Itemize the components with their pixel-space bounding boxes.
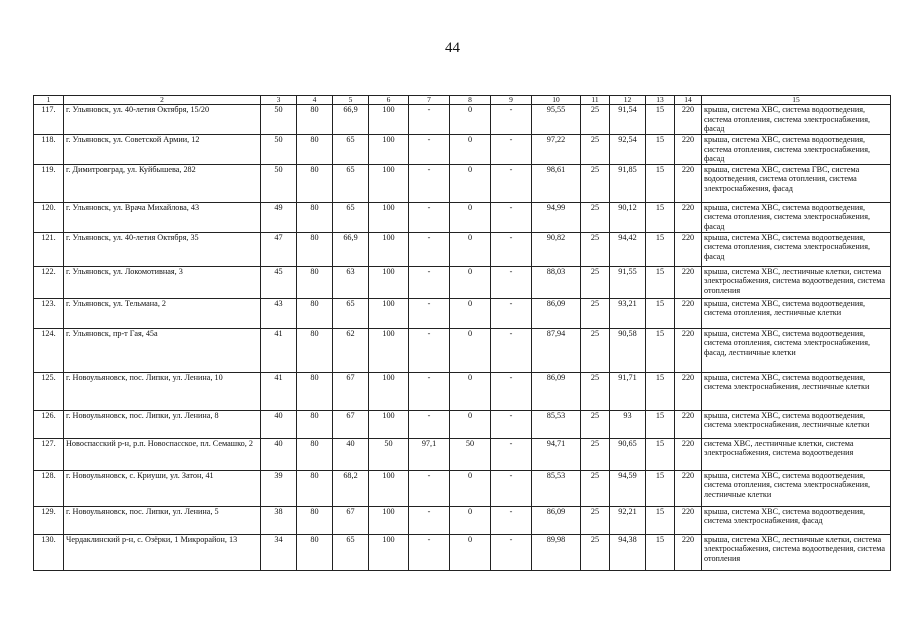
value-cell: - xyxy=(491,105,532,135)
value-cell: - xyxy=(491,438,532,470)
value-cell: 25 xyxy=(581,202,610,232)
table-row xyxy=(34,266,891,298)
value-cell: 220 xyxy=(675,534,702,570)
column-number: 10 xyxy=(532,96,581,105)
value-cell: - xyxy=(491,266,532,298)
address-cell: г. Ульяновск, ул. Врача Михайлова, 43 xyxy=(64,202,261,232)
column-number: 5 xyxy=(333,96,369,105)
value-cell: 25 xyxy=(581,266,610,298)
value-cell: 0 xyxy=(450,372,491,410)
value-cell: 80 xyxy=(297,470,333,506)
value-cell: - xyxy=(409,266,450,298)
value-cell: 95,55 xyxy=(532,105,581,135)
value-cell: 100 xyxy=(369,506,409,534)
value-cell: 25 xyxy=(581,410,610,438)
row-number: 120. xyxy=(34,202,64,232)
column-number-row xyxy=(34,96,891,105)
value-cell: 100 xyxy=(369,470,409,506)
value-cell: 94,71 xyxy=(532,438,581,470)
table-row xyxy=(34,372,891,410)
value-cell: - xyxy=(409,534,450,570)
value-cell: - xyxy=(491,202,532,232)
address-cell: г. Новоульяновск, пос. Липки, ул. Ленина, 10 xyxy=(64,372,261,410)
value-cell: 93 xyxy=(610,410,646,438)
value-cell: - xyxy=(409,410,450,438)
value-cell: 0 xyxy=(450,105,491,135)
address-cell: г. Ульяновск, ул. Советской Армии, 12 xyxy=(64,135,261,165)
value-cell: 15 xyxy=(646,372,675,410)
value-cell: 40 xyxy=(261,438,297,470)
address-cell: г. Новоульяновск, пос. Липки, ул. Ленина, 8 xyxy=(64,410,261,438)
value-cell: 100 xyxy=(369,328,409,372)
value-cell: 40 xyxy=(333,438,369,470)
value-cell: 80 xyxy=(297,534,333,570)
value-cell: - xyxy=(491,410,532,438)
value-cell: 92,21 xyxy=(610,506,646,534)
value-cell: 25 xyxy=(581,372,610,410)
value-cell: 80 xyxy=(297,266,333,298)
value-cell: 92,54 xyxy=(610,135,646,165)
value-cell: 80 xyxy=(297,232,333,266)
value-cell: 15 xyxy=(646,410,675,438)
value-cell: 220 xyxy=(675,298,702,328)
value-cell: 25 xyxy=(581,135,610,165)
table-row xyxy=(34,232,891,266)
value-cell: - xyxy=(409,372,450,410)
value-cell: 25 xyxy=(581,232,610,266)
value-cell: 40 xyxy=(261,410,297,438)
value-cell: 97,22 xyxy=(532,135,581,165)
row-number: 127. xyxy=(34,438,64,470)
value-cell: - xyxy=(409,470,450,506)
value-cell: 90,65 xyxy=(610,438,646,470)
value-cell: 45 xyxy=(261,266,297,298)
column-number: 13 xyxy=(646,96,675,105)
value-cell: 86,09 xyxy=(532,298,581,328)
value-cell: 41 xyxy=(261,372,297,410)
column-number: 8 xyxy=(450,96,491,105)
value-cell: 50 xyxy=(261,105,297,135)
value-cell: 41 xyxy=(261,328,297,372)
value-cell: 220 xyxy=(675,328,702,372)
value-cell: 62 xyxy=(333,328,369,372)
table-row xyxy=(34,438,891,470)
value-cell: 90,58 xyxy=(610,328,646,372)
value-cell: 220 xyxy=(675,135,702,165)
value-cell: 86,09 xyxy=(532,506,581,534)
works-list-cell: крыша, система ХВС, система водоотведения, система отопления, система электроснабжения, фасад xyxy=(702,105,891,135)
address-cell: г. Новоульяновск, с. Криуши, ул. Затон, 41 xyxy=(64,470,261,506)
row-number: 117. xyxy=(34,105,64,135)
value-cell: 100 xyxy=(369,298,409,328)
value-cell: 0 xyxy=(450,266,491,298)
value-cell: 80 xyxy=(297,298,333,328)
row-number: 123. xyxy=(34,298,64,328)
row-number: 125. xyxy=(34,372,64,410)
value-cell: 0 xyxy=(450,298,491,328)
value-cell: 15 xyxy=(646,438,675,470)
value-cell: 15 xyxy=(646,135,675,165)
value-cell: 66,9 xyxy=(333,105,369,135)
row-number: 118. xyxy=(34,135,64,165)
value-cell: 0 xyxy=(450,202,491,232)
value-cell: 0 xyxy=(450,164,491,202)
value-cell: 86,09 xyxy=(532,372,581,410)
column-number: 4 xyxy=(297,96,333,105)
value-cell: 220 xyxy=(675,232,702,266)
value-cell: 80 xyxy=(297,328,333,372)
value-cell: 67 xyxy=(333,506,369,534)
value-cell: - xyxy=(409,202,450,232)
row-number: 124. xyxy=(34,328,64,372)
value-cell: 25 xyxy=(581,506,610,534)
value-cell: 220 xyxy=(675,164,702,202)
value-cell: 50 xyxy=(261,164,297,202)
value-cell: 38 xyxy=(261,506,297,534)
column-number: 14 xyxy=(675,96,702,105)
value-cell: 50 xyxy=(450,438,491,470)
value-cell: 25 xyxy=(581,298,610,328)
value-cell: 220 xyxy=(675,410,702,438)
value-cell: 25 xyxy=(581,328,610,372)
value-cell: 39 xyxy=(261,470,297,506)
value-cell: 94,99 xyxy=(532,202,581,232)
works-list-cell: система ХВС, лестничные клетки, система электроснабжения, система водоотведения xyxy=(702,438,891,470)
value-cell: 220 xyxy=(675,372,702,410)
value-cell: 93,21 xyxy=(610,298,646,328)
value-cell: 0 xyxy=(450,135,491,165)
address-cell: г. Ульяновск, ул. Тельмана, 2 xyxy=(64,298,261,328)
value-cell: 0 xyxy=(450,410,491,438)
value-cell: 0 xyxy=(450,470,491,506)
column-number: 2 xyxy=(64,96,261,105)
table-row xyxy=(34,105,891,135)
value-cell: 25 xyxy=(581,438,610,470)
value-cell: 15 xyxy=(646,328,675,372)
table-row xyxy=(34,164,891,202)
address-cell: Новоспасский р-н, р.п. Новоспасское, пл. Семашко, 2 xyxy=(64,438,261,470)
value-cell: 15 xyxy=(646,266,675,298)
value-cell: 65 xyxy=(333,164,369,202)
value-cell: - xyxy=(491,372,532,410)
value-cell: - xyxy=(409,105,450,135)
value-cell: - xyxy=(409,328,450,372)
row-number: 122. xyxy=(34,266,64,298)
value-cell: 43 xyxy=(261,298,297,328)
value-cell: 91,54 xyxy=(610,105,646,135)
table-row xyxy=(34,470,891,506)
value-cell: 100 xyxy=(369,135,409,165)
value-cell: 65 xyxy=(333,202,369,232)
value-cell: 94,59 xyxy=(610,470,646,506)
value-cell: 15 xyxy=(646,534,675,570)
row-number: 126. xyxy=(34,410,64,438)
address-cell: г. Ульяновск, ул. 40-летия Октября, 35 xyxy=(64,232,261,266)
value-cell: - xyxy=(491,534,532,570)
value-cell: 90,82 xyxy=(532,232,581,266)
works-list-cell: крыша, система ХВС, система водоотведения, система электроснабжения, лестничные клетки xyxy=(702,410,891,438)
value-cell: 68,2 xyxy=(333,470,369,506)
column-number: 3 xyxy=(261,96,297,105)
value-cell: 220 xyxy=(675,506,702,534)
value-cell: 220 xyxy=(675,266,702,298)
value-cell: 87,94 xyxy=(532,328,581,372)
value-cell: 49 xyxy=(261,202,297,232)
value-cell: 15 xyxy=(646,202,675,232)
value-cell: 100 xyxy=(369,202,409,232)
value-cell: 85,53 xyxy=(532,410,581,438)
value-cell: 100 xyxy=(369,164,409,202)
column-number: 6 xyxy=(369,96,409,105)
value-cell: 80 xyxy=(297,410,333,438)
value-cell: 80 xyxy=(297,105,333,135)
value-cell: 0 xyxy=(450,506,491,534)
value-cell: - xyxy=(491,328,532,372)
table-row xyxy=(34,534,891,570)
works-list-cell: крыша, система ХВС, лестничные клетки, система электроснабжения, система водоотведения, система отопления xyxy=(702,534,891,570)
value-cell: 80 xyxy=(297,372,333,410)
row-number: 129. xyxy=(34,506,64,534)
value-cell: 100 xyxy=(369,372,409,410)
table-row xyxy=(34,298,891,328)
value-cell: - xyxy=(491,135,532,165)
value-cell: 220 xyxy=(675,438,702,470)
works-list-cell: крыша, система ХВС, система водоотведения, система отопления, система электроснабжения, лестничные клетки xyxy=(702,470,891,506)
value-cell: 85,53 xyxy=(532,470,581,506)
address-cell: г. Ульяновск, ул. 40-летия Октября, 15/20 xyxy=(64,105,261,135)
buildings-table xyxy=(33,95,891,571)
value-cell: 25 xyxy=(581,164,610,202)
page-number: 44 xyxy=(445,40,460,56)
value-cell: 0 xyxy=(450,328,491,372)
value-cell: 100 xyxy=(369,232,409,266)
row-number: 128. xyxy=(34,470,64,506)
works-list-cell: крыша, система ХВС, система водоотведения, система отопления, система электроснабжения, фасад, лестничные клетки xyxy=(702,328,891,372)
value-cell: 100 xyxy=(369,105,409,135)
value-cell: 15 xyxy=(646,506,675,534)
row-number: 121. xyxy=(34,232,64,266)
value-cell: 94,42 xyxy=(610,232,646,266)
value-cell: 80 xyxy=(297,438,333,470)
value-cell: 88,03 xyxy=(532,266,581,298)
value-cell: 220 xyxy=(675,105,702,135)
value-cell: 98,61 xyxy=(532,164,581,202)
column-number: 11 xyxy=(581,96,610,105)
works-list-cell: крыша, система ХВС, система ГВС, система водоотведения, система отопления, система электроснабжения, фасад xyxy=(702,164,891,202)
works-list-cell: крыша, система ХВС, система водоотведения, система отопления, система электроснабжения, фасад xyxy=(702,232,891,266)
address-cell: г. Новоульяновск, пос. Липки, ул. Ленина, 5 xyxy=(64,506,261,534)
value-cell: 220 xyxy=(675,470,702,506)
value-cell: - xyxy=(409,506,450,534)
address-cell: г. Димитровград, ул. Куйбышева, 282 xyxy=(64,164,261,202)
value-cell: - xyxy=(409,232,450,266)
value-cell: 50 xyxy=(261,135,297,165)
works-list-cell: крыша, система ХВС, система водоотведения, система электроснабжения, фасад xyxy=(702,506,891,534)
value-cell: - xyxy=(409,164,450,202)
value-cell: - xyxy=(491,232,532,266)
value-cell: 15 xyxy=(646,105,675,135)
value-cell: 34 xyxy=(261,534,297,570)
value-cell: 0 xyxy=(450,232,491,266)
value-cell: 80 xyxy=(297,202,333,232)
value-cell: 15 xyxy=(646,470,675,506)
value-cell: - xyxy=(491,470,532,506)
value-cell: 65 xyxy=(333,534,369,570)
column-number: 7 xyxy=(409,96,450,105)
value-cell: - xyxy=(409,298,450,328)
table-row xyxy=(34,328,891,372)
value-cell: 15 xyxy=(646,164,675,202)
table-row xyxy=(34,135,891,165)
value-cell: 67 xyxy=(333,372,369,410)
value-cell: 89,98 xyxy=(532,534,581,570)
value-cell: 65 xyxy=(333,135,369,165)
works-list-cell: крыша, система ХВС, система водоотведения, система отопления, система электроснабжения, фасад xyxy=(702,202,891,232)
value-cell: 220 xyxy=(675,202,702,232)
value-cell: 91,71 xyxy=(610,372,646,410)
works-list-cell: крыша, система ХВС, система водоотведения, система отопления, система электроснабжения, фасад xyxy=(702,135,891,165)
value-cell: - xyxy=(491,298,532,328)
value-cell: 67 xyxy=(333,410,369,438)
works-list-cell: крыша, система ХВС, система водоотведения, система электроснабжения, лестничные клетки xyxy=(702,372,891,410)
value-cell: - xyxy=(409,135,450,165)
value-cell: 25 xyxy=(581,105,610,135)
value-cell: 100 xyxy=(369,410,409,438)
column-number: 15 xyxy=(702,96,891,105)
table-row xyxy=(34,506,891,534)
value-cell: 50 xyxy=(369,438,409,470)
value-cell: 25 xyxy=(581,534,610,570)
value-cell: 94,38 xyxy=(610,534,646,570)
value-cell: 91,85 xyxy=(610,164,646,202)
value-cell: 100 xyxy=(369,534,409,570)
value-cell: 65 xyxy=(333,298,369,328)
value-cell: 15 xyxy=(646,298,675,328)
value-cell: 80 xyxy=(297,506,333,534)
table-row xyxy=(34,202,891,232)
value-cell: 80 xyxy=(297,164,333,202)
value-cell: 97,1 xyxy=(409,438,450,470)
value-cell: 91,55 xyxy=(610,266,646,298)
works-list-cell: крыша, система ХВС, система водоотведения, система отопления, лестничные клетки xyxy=(702,298,891,328)
table-row xyxy=(34,410,891,438)
address-cell: г. Ульяновск, пр-т Гая, 45а xyxy=(64,328,261,372)
value-cell: 80 xyxy=(297,135,333,165)
row-number: 130. xyxy=(34,534,64,570)
address-cell: Чердаклинский р-н, с. Озёрки, 1 Микрорайон, 13 xyxy=(64,534,261,570)
column-number: 9 xyxy=(491,96,532,105)
value-cell: 47 xyxy=(261,232,297,266)
value-cell: 90,12 xyxy=(610,202,646,232)
value-cell: 63 xyxy=(333,266,369,298)
value-cell: 0 xyxy=(450,534,491,570)
value-cell: 66,9 xyxy=(333,232,369,266)
value-cell: 15 xyxy=(646,232,675,266)
value-cell: - xyxy=(491,506,532,534)
value-cell: - xyxy=(491,164,532,202)
value-cell: 25 xyxy=(581,470,610,506)
column-number: 1 xyxy=(34,96,64,105)
value-cell: 100 xyxy=(369,266,409,298)
row-number: 119. xyxy=(34,164,64,202)
address-cell: г. Ульяновск, ул. Локомотивная, 3 xyxy=(64,266,261,298)
works-list-cell: крыша, система ХВС, лестничные клетки, система электроснабжения, система водоотведения, система отопления xyxy=(702,266,891,298)
column-number: 12 xyxy=(610,96,646,105)
